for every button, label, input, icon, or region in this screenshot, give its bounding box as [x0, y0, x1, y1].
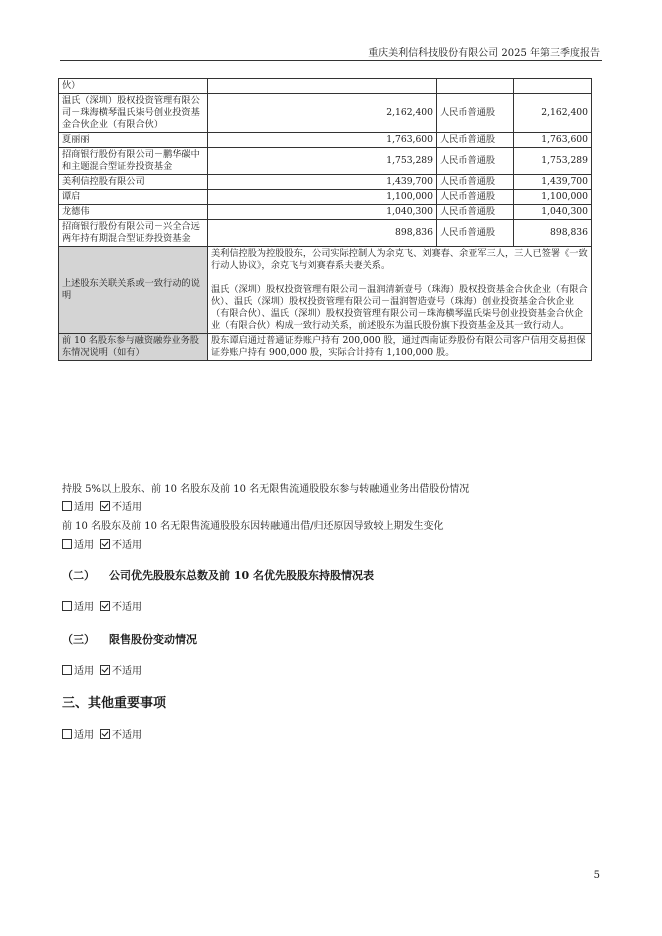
shareholder-name: 招商银行股份有限公司－鹏华碳中和主题混合型证券投资基金 [59, 148, 208, 175]
table-row [59, 205, 592, 220]
table-row [59, 334, 592, 361]
share-type: 人民币普通股 [437, 205, 514, 220]
checkbox-not-applicable[interactable] [100, 601, 110, 611]
share-amount: 1,040,300 [514, 205, 592, 220]
section-title: 公司优先股股东总数及前 10 名优先股股东持股情况表 [109, 569, 374, 582]
share-type: 人民币普通股 [437, 94, 514, 133]
share-type: 人民币普通股 [437, 220, 514, 247]
shareholder-name: 温氏（深圳）股权投资管理有限公司－珠海横琴温氏柒号创业投资基金合伙企业（有限合伙） [59, 94, 208, 133]
share-count: 1,040,300 [208, 205, 437, 220]
share-count: 2,162,400 [208, 94, 437, 133]
share-amount: 1,763,600 [514, 133, 592, 148]
checkbox-line [62, 726, 148, 741]
table-row [59, 247, 592, 334]
relation-label: 上述股东关联关系或一致行动的说明 [59, 247, 208, 334]
checkbox-label: 适用 [74, 540, 94, 551]
table-row [59, 79, 592, 94]
checkbox-applicable[interactable] [62, 601, 72, 611]
margin-description: 股东谭启通过普通证券账户持有 200,000 股，通过西南证券股份有限公司客户信用交易担保证券账户持有 900,000 股，实际合计持有 1,100,000 股。 [208, 334, 592, 361]
shareholder-name: 美利信控股有限公司 [59, 175, 208, 190]
checkbox-label: 不适用 [112, 730, 142, 741]
section-number: （二） [62, 569, 95, 582]
cell-empty [208, 79, 437, 94]
checkbox-label: 适用 [74, 502, 94, 513]
checkbox-label: 不适用 [112, 540, 142, 551]
relation-description [208, 247, 592, 334]
section-title: 限售股份变动情况 [109, 633, 197, 646]
checkbox-not-applicable[interactable] [100, 501, 110, 511]
section-number: （三） [62, 633, 95, 646]
table-row [59, 148, 592, 175]
share-count: 898,836 [208, 220, 437, 247]
relation-para-1: 美利信控股为控股股东，公司实际控制人为余克飞、刘赛春、余亚军三人，三人已签署《一致行动人协议》，余克飞与刘赛春系夫妻关系。 [211, 248, 588, 271]
section-restricted-heading [62, 631, 197, 647]
share-amount: 1,100,000 [514, 190, 592, 205]
section-other-heading: 三、其他重要事项 [62, 696, 167, 711]
shareholder-name: 夏丽丽 [59, 133, 208, 148]
shareholder-name: 招商银行股份有限公司－兴全合远两年持有期混合型证券投资基金 [59, 220, 208, 247]
checkbox-applicable[interactable] [62, 665, 72, 675]
share-count: 1,753,289 [208, 148, 437, 175]
checkbox-label: 不适用 [112, 666, 142, 677]
table-row [59, 94, 592, 133]
checkbox-line [62, 536, 148, 551]
share-count: 1,763,600 [208, 133, 437, 148]
checkbox-applicable[interactable] [62, 539, 72, 549]
share-count: 1,439,700 [208, 175, 437, 190]
cell-empty [514, 79, 592, 94]
section-preferred-heading [62, 567, 374, 583]
margin-label: 前 10 名股东参与融资融券业务股东情况说明（如有） [59, 334, 208, 361]
header-divider [60, 60, 602, 61]
checkbox-label: 不适用 [112, 602, 142, 613]
cell-empty [437, 79, 514, 94]
share-type: 人民币普通股 [437, 190, 514, 205]
table-row [59, 220, 592, 247]
share-type: 人民币普通股 [437, 175, 514, 190]
share-amount: 1,439,700 [514, 175, 592, 190]
shareholder-name: 龙德伟 [59, 205, 208, 220]
checkbox-line [62, 498, 148, 513]
lending-note: 持股 5%以上股东、前 10 名股东及前 10 名无限售流通股股东参与转融通业务出借股份情况 [62, 484, 470, 495]
checkbox-label: 不适用 [112, 502, 142, 513]
top-shareholders-table [58, 78, 592, 361]
share-type: 人民币普通股 [437, 148, 514, 175]
change-note: 前 10 名股东及前 10 名无限售流通股股东因转融通出借/归还原因导致较上期发生变化 [62, 521, 444, 532]
share-type: 人民币普通股 [437, 133, 514, 148]
share-amount: 2,162,400 [514, 94, 592, 133]
share-count: 1,100,000 [208, 190, 437, 205]
share-amount: 898,836 [514, 220, 592, 247]
share-amount: 1,753,289 [514, 148, 592, 175]
checkbox-applicable[interactable] [62, 501, 72, 511]
checkbox-not-applicable[interactable] [100, 729, 110, 739]
checkbox-line [62, 662, 148, 677]
checkbox-label: 适用 [74, 666, 94, 677]
checkbox-label: 适用 [74, 602, 94, 613]
cell-name: 伙） [59, 79, 208, 94]
checkbox-not-applicable[interactable] [100, 539, 110, 549]
checkbox-applicable[interactable] [62, 729, 72, 739]
page-number: 5 [593, 870, 600, 881]
report-header: 重庆美利信科技股份有限公司 2025 年第三季度报告 [368, 48, 600, 59]
table-row [59, 175, 592, 190]
checkbox-line [62, 598, 148, 613]
table-row [59, 133, 592, 148]
checkbox-label: 适用 [74, 730, 94, 741]
relation-para-2: 温氏（深圳）股权投资管理有限公司－温润清新壹号（珠海）股权投资基金合伙企业（有限合伙）、温氏（深圳）股权投资管理有限公司－温润智造壹号（珠海）创业投资基金合伙企业（有限合伙）、温氏（深圳）股权投资管理有限公司－珠海横琴温氏柒号创业投资基金合伙企业（有限合伙）构成一致行动关系，前述股东为温氏股份旗下投资基金及其一致行动人。 [211, 284, 588, 331]
shareholder-name: 谭启 [59, 190, 208, 205]
checkbox-not-applicable[interactable] [100, 665, 110, 675]
table-row [59, 190, 592, 205]
